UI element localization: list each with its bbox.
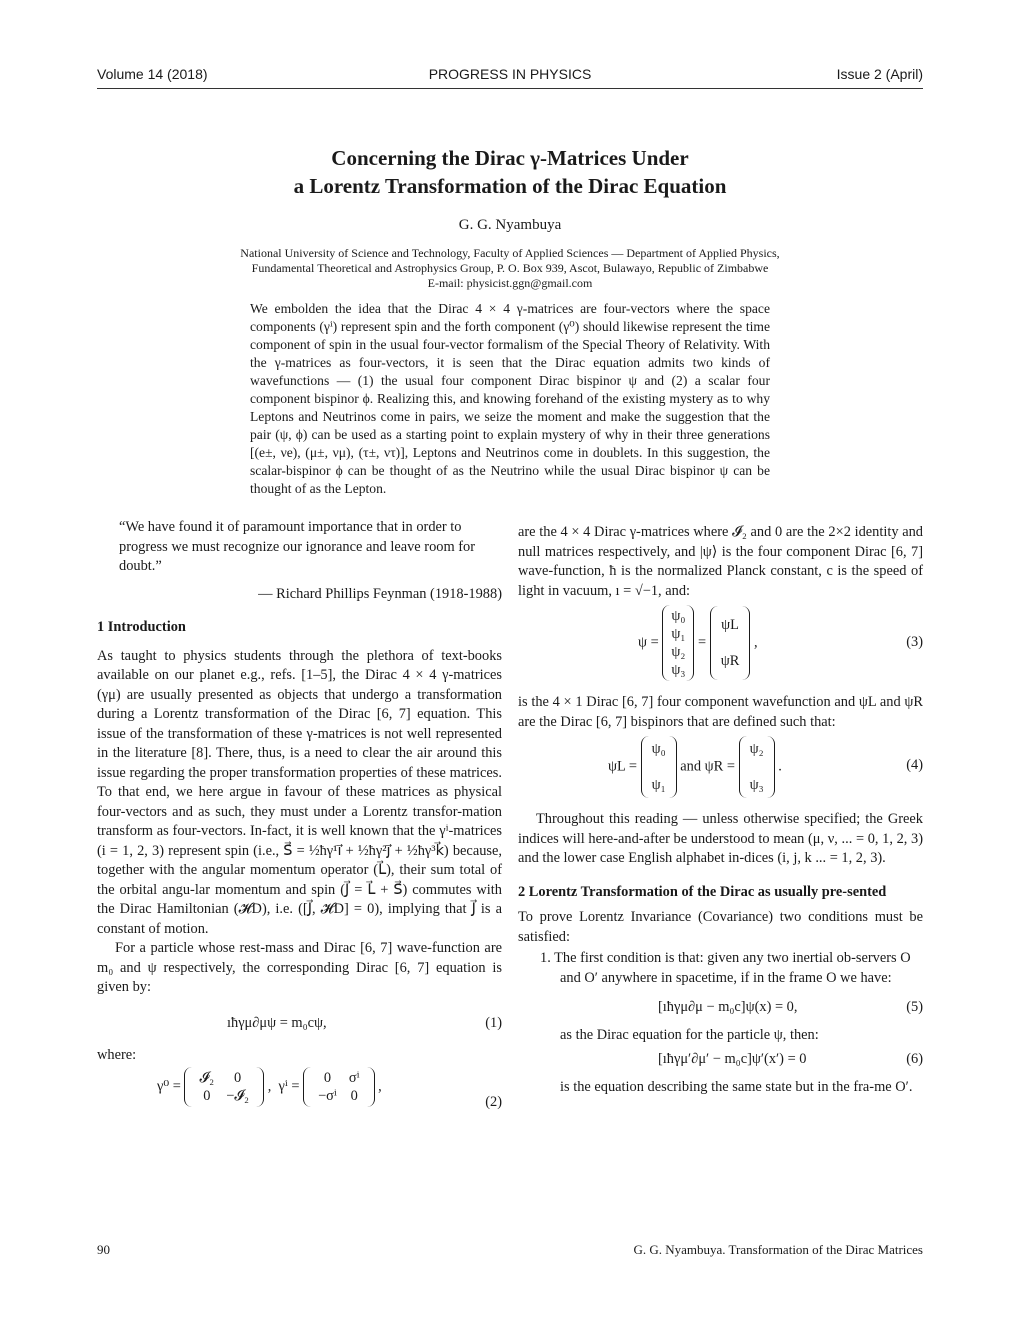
equation-2 bbox=[97, 1067, 502, 1143]
affiliation-line-1: National University of Science and Technology, Faculty of Applied Sciences — Department of Applied Physics, bbox=[240, 246, 780, 260]
equation-2-number: (2) bbox=[485, 1094, 502, 1110]
volume-label: Volume 14 (2018) bbox=[97, 66, 208, 82]
psi-bispinor-vector: ψL ψR bbox=[710, 606, 751, 680]
title-line-1: Concerning the Dirac γ-Matrices Under bbox=[331, 146, 689, 170]
condition-1-continued: as the Dirac equation for the particle ψ, then: bbox=[560, 1027, 819, 1043]
title-line-2: a Lorentz Transformation of the Dirac Equation bbox=[293, 174, 727, 198]
conditions-intro: To prove Lorentz Invariance (Covariance) two conditions must be satisfied: bbox=[518, 909, 923, 945]
equation-6 bbox=[518, 1048, 923, 1078]
running-footer: G. G. Nyambuya. Transformation of the Dirac Matrices bbox=[633, 1242, 923, 1257]
journal-name: PROGRESS IN PHYSICS bbox=[428, 66, 592, 82]
condition-1: 1. The first condition is that: given any two inertial ob-servers O and O′ anywhere in spacetime, if in the frame O we have: bbox=[540, 950, 911, 986]
matrices-description: are the 4 × 4 Dirac γ-matrices where 𝓘₂ and 0 are the 2×2 identity and null matrices respectively, and |ψ⟩ is the four component Dirac [6, 7] wave-function, ħ is the normalized Planck constant, c is the speed of light in vacuum, ı = √−1, and: bbox=[518, 524, 923, 599]
epigraph-quote: “We have found it of paramount importance that in order to progress we must recognize our ignorance and leave room for doubt.” bbox=[119, 519, 476, 574]
intro-paragraph-2: For a particle whose rest-mass and Dirac [6, 7] wave-function are m₀ and ψ respectively, the corresponding Dirac [6, 7] equation is given by: bbox=[97, 940, 502, 995]
running-header bbox=[97, 66, 923, 89]
equation-6-number: (6) bbox=[906, 1050, 923, 1067]
intro-paragraph-1: As taught to physics students through the plethora of text-books available on our planet e.g., refs. [1–5], the Dirac 4 × 4 γ-matrices (γμ) are usually presented as objects that undergo a transformation during a Lorentz transformation of the Dirac [6, 7] equation. This issue of the transformation of these γ-matrices is not well represented in the literature [8]. There, thus, is a need to clear the air around this issue regarding the proper transformation properties of these matrices. To that end, we here argue in favour of these matrices as physical four-vectors and as such, they must under a Lorentz transfor-mation transform as four-vectors. In-fact, it is well known that the γⁱ-matrices (i = 1, 2, 3) represent spin (i.e., S⃗ = ½ħγ¹i⃗ + ½ħγ²j⃗ + ½ħγ³k⃗) because, together with the angular momentum operator (L⃗), their sum total of the orbital angu-lar momentum and spin (J⃗ = L⃗ + S⃗) commutes with the Dirac Hamiltonian (𝓗D), i.e. ([J⃗, 𝓗D] = 0), implying that J⃗ is a constant of motion. bbox=[97, 647, 502, 937]
equation-5 bbox=[518, 996, 923, 1026]
equation-1-body: ıħγμ∂μψ = m₀cψ, bbox=[227, 1014, 327, 1031]
equation-6-body: [ıħγμ′∂μ′ − m₀c]ψ′(x′) = 0 bbox=[658, 1050, 807, 1067]
psi-L-vector: ψ₀ ψ₁ bbox=[641, 736, 677, 798]
condition-1-end: is the equation describing the same state but in the fra-me O′. bbox=[560, 1078, 913, 1095]
page-number: 90 bbox=[97, 1242, 110, 1257]
equation-3-body: ψ = ψ₀ ψ₁ ψ₂ ψ₃ = ψL ψR , bbox=[638, 605, 758, 681]
equation-4-body: ψL = ψ₀ ψ₁ and ψR = ψ₂ ψ₃ . bbox=[608, 736, 782, 798]
where-label: where: bbox=[97, 1046, 137, 1063]
page-footer bbox=[97, 1242, 923, 1258]
gamma-i-matrix: 0 σⁱ −σⁱ 0 bbox=[303, 1067, 374, 1107]
psi-column-vector: ψ₀ ψ₁ ψ₂ ψ₃ bbox=[662, 605, 694, 681]
left-column bbox=[97, 518, 502, 1143]
and-word: and bbox=[680, 758, 702, 775]
gamma-0-matrix: 𝓘₂ 0 0 −𝓘₂ bbox=[184, 1067, 264, 1107]
equation-3 bbox=[518, 605, 923, 685]
abstract: We embolden the idea that the Dirac 4 × 4 γ-matrices are four-vectors where the space components (γⁱ) represent spin and the forth component (γ⁰) should likewise represent the time component of spin in the usual four-vector formalism of the Special Theory of Relativity. With the γ-matrices as four-vectors, it is seen that the Dirac equation admits two kinds of wavefunctions — (1) the usual four component Dirac bispinor ψ and (2) a scalar four component bispinor ϕ. Realizing this, and knowing forehand of the existing mystery as to why Leptons and Neutrinos come in pairs, we seize the moment and make the suggestion that the pair (ψ, ϕ) can be used as a starting point to explain mystery of why in their three generations [(e±, νe), (μ±, νμ), (τ±, ντ)], Leptons and Neutrinos come in doublets. In this suggestion, the scalar-bispinor ϕ can be thought of as the Neutrino while the usual Dirac bispinor ψ can be thought of as the Lepton. bbox=[250, 301, 770, 496]
email: E-mail: physicist.ggn@gmail.com bbox=[427, 276, 593, 290]
epigraph-attribution: — Richard Phillips Feynman (1918-1988) bbox=[258, 585, 502, 602]
affiliation-line-2: Fundamental Theoretical and Astrophysics Group, P. O. Box 939, Ascot, Bulawayo, Republic of Zimbabwe bbox=[251, 261, 769, 275]
equation-4-number: (4) bbox=[906, 757, 923, 773]
index-convention: Throughout this reading — unless otherwise specified; the Greek indices will here-and-after be understood to mean (μ, ν, ... = 0, 1, 2, 3) and the lower case English alphabet in-dices (i, j, k ... = 1, 2, 3). bbox=[518, 811, 923, 866]
section-1-heading: 1 Introduction bbox=[97, 619, 186, 635]
equation-1-number: (1) bbox=[485, 1014, 502, 1031]
psi-R-vector: ψ₂ ψ₃ bbox=[739, 736, 775, 798]
equation-4 bbox=[518, 736, 923, 800]
equation-1 bbox=[97, 1010, 502, 1040]
issue-label: Issue 2 (April) bbox=[836, 66, 923, 82]
author: G. G. Nyambuya bbox=[458, 217, 562, 233]
equation-3-number: (3) bbox=[906, 634, 923, 650]
equation-5-number: (5) bbox=[906, 999, 923, 1015]
wavefunction-description: is the 4 × 1 Dirac [6, 7] four component wavefunction and ψL and ψR are the Dirac [6, 7] bispinors that are defined such that: bbox=[518, 694, 923, 730]
section-2-heading: 2 Lorentz Transformation of the Dirac as usually pre-sented bbox=[518, 883, 887, 900]
affiliation bbox=[0, 246, 1020, 291]
equation-2-body: γ⁰ = 𝓘₂ 0 0 −𝓘₂ , γⁱ = 0 σⁱ −σⁱ 0 , bbox=[157, 1067, 382, 1107]
right-column bbox=[518, 523, 923, 1097]
equation-5-body: [ıħγμ∂μ − m₀c]ψ(x) = 0, bbox=[658, 999, 798, 1015]
paper-title bbox=[0, 144, 1020, 200]
